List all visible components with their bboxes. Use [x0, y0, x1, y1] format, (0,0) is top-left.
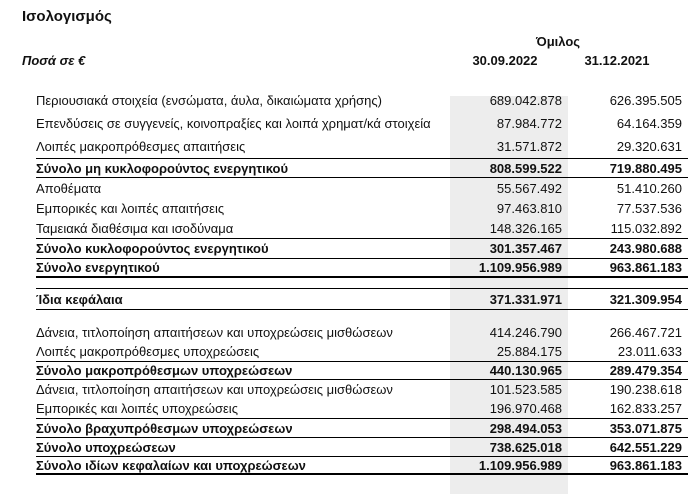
table-row-inventories: [36, 178, 688, 198]
row-value-2022: 1.109.956.989: [478, 260, 562, 275]
row-label: Δάνεια, τιτλοποίηση απαιτήσεων και υποχρεώσεις μισθώσεων: [36, 382, 393, 397]
row-value-2021: 29.320.631: [616, 139, 682, 154]
row-label: Ταμειακά διαθέσιμα και ισοδύναμα: [36, 220, 234, 236]
row-label: Σύνολο κυκλοφορούντος ενεργητικού: [36, 241, 269, 256]
row-label: Αποθέματα: [36, 180, 102, 196]
row-value-2021: 719.880.495: [609, 160, 682, 176]
row-value-2022: 31.571.872: [496, 139, 562, 154]
table-row-cash-equivalents: [36, 218, 688, 238]
row-label: Σύνολο μη κυκλοφορούντος ενεργητικού: [36, 160, 289, 176]
row-label: Λοιπές μακροπρόθεσμες υποχρεώσεις: [36, 344, 260, 359]
section-gap: [36, 310, 688, 323]
row-value-2022: 689.042.878: [489, 93, 562, 108]
row-label: Σύνολο μακροπρόθεσμων υποχρεώσεων: [36, 363, 293, 378]
row-value-2021: 353.071.875: [609, 420, 682, 436]
row-value-2022: 414.246.790: [489, 325, 562, 340]
row-value-2022: 55.567.492: [496, 180, 562, 196]
row-value-2021: 963.861.183: [609, 260, 682, 275]
row-value-2022: 371.331.971: [489, 291, 562, 307]
table-row-trade-payables: [36, 399, 688, 418]
row-value-2021: 626.395.505: [609, 93, 682, 108]
table-row-other-longterm-liabilities: [36, 342, 688, 361]
table-row-investments: [36, 112, 688, 135]
table-row-longterm-loans: [36, 323, 688, 342]
row-value-2021: 64.164.359: [616, 116, 682, 131]
row-value-2021: 642.551.229: [609, 439, 682, 455]
row-label: Ίδια κεφάλαια: [36, 291, 123, 307]
column-header-2022: 30.09.2022: [472, 53, 538, 68]
row-value-2021: 190.238.618: [609, 382, 682, 397]
row-label: Εμπορικές και λοιπές υποχρεώσεις: [36, 401, 238, 416]
row-value-2021: 115.032.892: [610, 220, 682, 236]
row-label: Σύνολο ενεργητικού: [36, 260, 160, 275]
row-label: Λοιπές μακροπρόθεσμες απαιτήσεις: [36, 139, 246, 154]
group-header: Όμιλος: [535, 34, 581, 49]
row-value-2021: 266.467.721: [609, 325, 682, 340]
group-header-row: [22, 35, 695, 49]
row-label: Δάνεια, τιτλοποίηση απαιτήσεων και υποχρεώσεις μισθώσεων: [36, 325, 393, 340]
table-row-total-equity-and-liabilities: [36, 456, 688, 475]
table-row-total-liabilities: [36, 437, 688, 456]
row-value-2022: 97.463.810: [496, 200, 562, 216]
page-title: Ισολογισμός: [22, 8, 112, 25]
row-label: Σύνολο βραχυπρόθεσμων υποχρεώσεων: [36, 420, 293, 436]
row-label: Σύνολο υποχρεώσεων: [36, 439, 176, 455]
table-row-total-shortterm-liabilities: [36, 418, 688, 437]
balance-sheet-page: [0, 8, 695, 494]
row-value-2021: 289.479.354: [609, 363, 682, 378]
row-label: Σύνολο ιδίων κεφαλαίων και υποχρεώσεων: [36, 457, 306, 473]
row-value-2022: 148.326.165: [489, 220, 562, 236]
table-row-trade-receivables: [36, 198, 688, 218]
row-label: Εμπορικές και λοιπές απαιτήσεις: [36, 200, 225, 216]
row-value-2021: 23.011.633: [617, 344, 682, 359]
row-value-2022: 738.625.018: [489, 439, 562, 455]
amounts-unit-label: Ποσά σε €: [22, 53, 86, 68]
table-row-total-longterm-liabilities: [36, 361, 688, 380]
table-row-shortterm-loans: [36, 380, 688, 399]
column-header-2021: 31.12.2021: [584, 53, 650, 68]
row-value-2021: 321.309.954: [609, 291, 682, 307]
row-value-2022: 1.109.956.989: [478, 457, 562, 473]
column-header-row: [22, 52, 695, 68]
table-row-total-equity: [36, 288, 688, 310]
table-row-total-current-assets: [36, 238, 688, 258]
row-label: Επενδύσεις σε συγγενείς, κοινοπραξίες και λοιπά χρηματ/κά στοιχεία: [36, 116, 431, 131]
row-value-2022: 87.984.772: [496, 116, 562, 131]
row-value-2022: 101.523.585: [489, 382, 562, 397]
balance-sheet-table: [36, 89, 688, 475]
table-row-other-longterm-receivables: [36, 135, 688, 158]
row-value-2021: 162.833.257: [609, 401, 682, 416]
row-value-2022: 25.884.175: [496, 344, 562, 359]
section-gap: [36, 278, 688, 288]
row-value-2021: 77.537.536: [616, 200, 682, 216]
row-value-2022: 298.494.053: [489, 420, 562, 436]
table-row-total-noncurrent-assets: [36, 158, 688, 178]
row-value-2022: 808.599.522: [489, 160, 562, 176]
row-value-2021: 51.410.260: [616, 180, 682, 196]
row-value-2022: 440.130.965: [489, 363, 562, 378]
row-value-2021: 243.980.688: [609, 241, 682, 256]
row-value-2022: 301.357.467: [489, 241, 562, 256]
table-row-total-assets: [36, 258, 688, 278]
row-value-2021: 963.861.183: [609, 457, 682, 473]
row-value-2022: 196.970.468: [489, 401, 562, 416]
row-label: Περιουσιακά στοιχεία (ενσώματα, άυλα, δικαιώματα χρήσης): [36, 93, 382, 108]
table-row-assets-tangible: [36, 89, 688, 112]
